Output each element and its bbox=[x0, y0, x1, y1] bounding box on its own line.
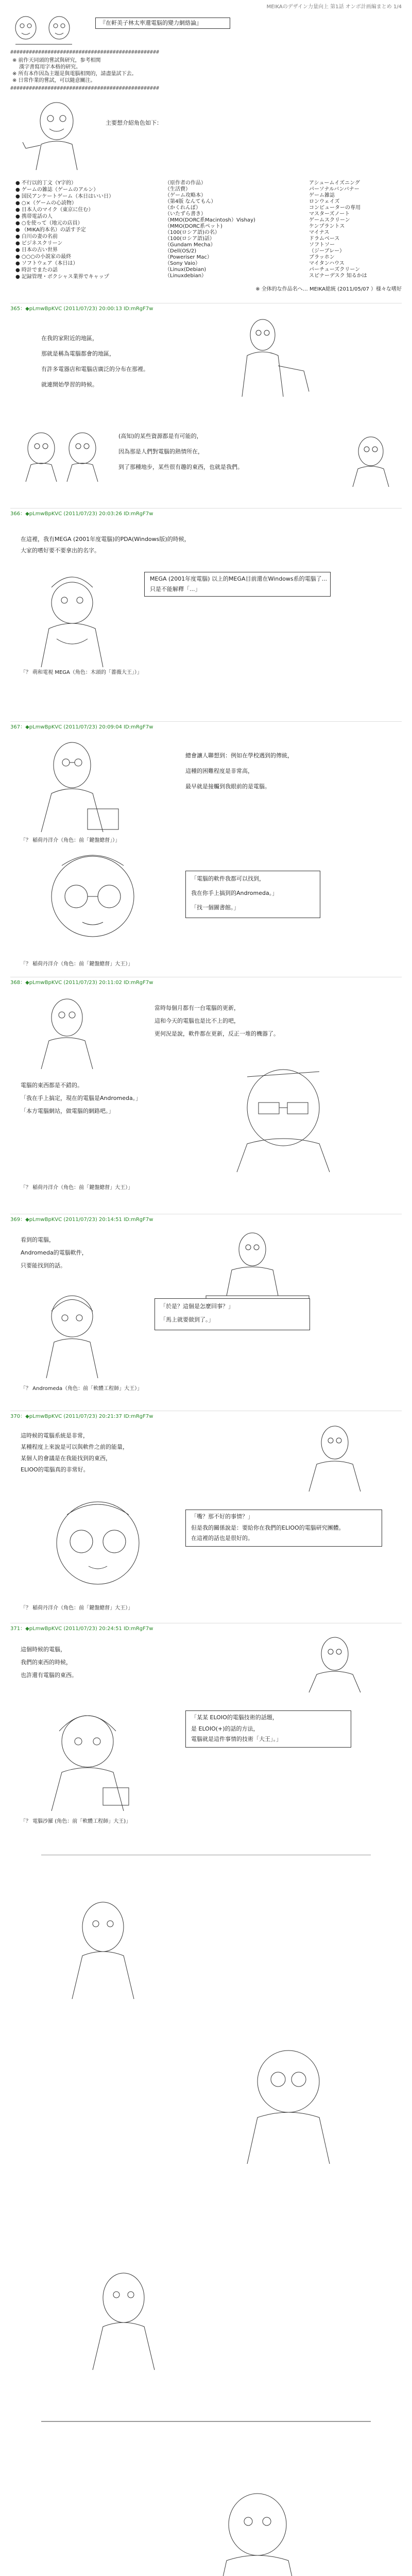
character-caption: 「？ 稲荷丹洋介（角色：前「鍵盤總督」大王）」 bbox=[21, 1185, 133, 1191]
narration-line: 這個時候的電腦， bbox=[21, 1646, 66, 1653]
cast-left-item: ● 日本の古い世界 bbox=[15, 247, 58, 253]
narration-line: 某種程度上來說是可以與軟件之前的能量， bbox=[21, 1444, 128, 1450]
andromeda-character-art bbox=[31, 1288, 113, 1381]
character-caption: 「？ 稲荷丹洋介（角色：前「鍵盤總督」大王）」 bbox=[21, 1605, 133, 1611]
speech-line: 我在你手上搞到的Andromeda。」 bbox=[191, 890, 278, 896]
intro-line-3: ※ 所有本作因為主題是與電腦相関的，請盡量試下去。 bbox=[12, 71, 137, 77]
narration-line: 只要能找到的話。 bbox=[21, 1262, 66, 1269]
separator bbox=[10, 721, 402, 722]
narration-line: 這時候的電腦系統是非常， bbox=[21, 1432, 89, 1439]
cast-mid-item: （MMO(DORC系ペット) bbox=[165, 224, 222, 229]
cast-left-item: ● 携帯電話の人 bbox=[15, 214, 53, 219]
narration-line: ELIOO的電腦真的非常好。 bbox=[21, 1466, 89, 1473]
narration-line: 看到的電腦， bbox=[21, 1236, 55, 1243]
narration-line: 電腦的東西都是不錯的。 bbox=[21, 1082, 83, 1089]
glasses-character-art bbox=[31, 1494, 165, 1602]
speech-line: MEGA (2001年度電腦) 以上的MEGA目前還在Windows系的電腦了... bbox=[150, 575, 328, 582]
host-character-art bbox=[21, 428, 108, 484]
post-header: 367：◆pLmwBpKVC (2011/07/23) 20:09:04 ID:mRgF7w bbox=[10, 724, 153, 730]
hash-row-2: ################################################ bbox=[10, 86, 159, 91]
cast-mid-item: （Gundam Mecha） bbox=[165, 242, 216, 248]
post-header: 368：◆pLmwBpKVC (2011/07/23) 20:11:02 ID:mRgF7w bbox=[10, 980, 153, 986]
speech-bubble bbox=[185, 871, 320, 918]
title-bubble bbox=[95, 18, 230, 29]
narration-line: 這和今天的電腦也是比不上的吧， bbox=[154, 1018, 239, 1024]
character-caption: 「？ 稲荷丹洋介（角色：前「鍵盤總督」）」 bbox=[21, 838, 121, 843]
cast-right-item: マイナス bbox=[309, 230, 330, 235]
cast-left-item: ● ○を使って（地元の店員） bbox=[15, 221, 83, 226]
cast-mid-item: （いたずら書き） bbox=[165, 211, 206, 217]
narration-line: 「我在手上搞定，現在的電腦是Andromeda。」 bbox=[21, 1095, 142, 1101]
cast-right-item: ケンプラントス bbox=[309, 224, 345, 229]
cast-right-item: スピナーデスク 知るかは bbox=[309, 273, 367, 279]
speech-line: 「嘴？那不好的事情？」 bbox=[191, 1513, 253, 1520]
post-header: 370：◆pLmwBpKVC (2011/07/23) 20:21:37 ID:mRgF7w bbox=[10, 1414, 153, 1419]
cast-note: ※ 全体的な作品名へ… MEIKA総統 (2011/05/07 ）様々な嗜好 bbox=[255, 286, 402, 292]
cast-right-item: コンピューターの専用 bbox=[309, 205, 360, 211]
narration-line: 也許還有電腦的東西。 bbox=[21, 1672, 77, 1679]
page-header: MEIKAのデザイン力量向上 第1話 オンボ計画編まとめ 1/4 bbox=[266, 4, 402, 10]
intro-line-2: 漢字書寫用字本格的研究。 bbox=[12, 64, 81, 70]
speech-line: 在這裡的話也是很好的。 bbox=[191, 1535, 253, 1541]
cast-mid-item: （Linux(Debian) bbox=[165, 267, 207, 273]
speech-bubble bbox=[144, 572, 331, 597]
host-character-art bbox=[227, 314, 319, 402]
cast-mid-item: （原作者の作品） bbox=[165, 180, 206, 186]
cast-right-item: アシュームイズニング bbox=[309, 180, 360, 186]
cast-left-item: ● 国民アンケートゲーム（本日はいい日） bbox=[15, 194, 114, 199]
cast-mid-item: （第4版 なんてもん） bbox=[165, 199, 216, 205]
narration-line: 「本方電腦網站，做電腦的網路吧。」 bbox=[21, 1108, 114, 1114]
cast-right-item: ロンウェイズ bbox=[309, 199, 340, 205]
intro-line-1: ※ 前作天同頭的嘗試與研究，参考相関 bbox=[12, 58, 101, 63]
character-caption: 「？ 萌和電視 MEGA（角色：木頭的「薔薇大王」）」 bbox=[21, 670, 142, 675]
character-caption: 「？ 電腦沙羅 (角色：前「軟體工程師」大王)」 bbox=[21, 1819, 131, 1824]
cast-right-item: ソフトソー bbox=[309, 242, 335, 248]
cast-mid-item: （Dell(OS/2) bbox=[165, 248, 197, 254]
cast-right-item: （ジーブレー） bbox=[309, 248, 345, 254]
cast-mid-item: （Linuxdebian） bbox=[165, 273, 207, 279]
title-bubble-text: 『在軒美子林太率還電脳的變力網絡論』 bbox=[100, 20, 202, 26]
narration-line: 更何況是說，軟件都在更新，反正一堆的機器了。 bbox=[154, 1030, 279, 1037]
narration-line: 這種的困難程度是非常高， bbox=[185, 768, 253, 774]
cast-mid-item: （100(ロシア語)話） bbox=[165, 236, 215, 242]
top-characters-art bbox=[10, 11, 77, 47]
narration-line: 那就是稱為電腦都會的地區， bbox=[41, 350, 115, 357]
cast-left-item: ● 記録管理・ボクシャス業界でキャップ bbox=[15, 274, 109, 280]
host-character-art bbox=[288, 1633, 381, 1695]
host-character-art bbox=[15, 98, 98, 175]
glasses-character-art bbox=[216, 1061, 350, 1175]
post-header: 366：◆pLmwBpKVC (2011/07/23) 20:03:26 ID:mRgF7w bbox=[10, 511, 153, 517]
narration-line: Andromeda的電腦軟件， bbox=[21, 1249, 88, 1256]
cast-mid-item: （Poweriser Mac） bbox=[165, 255, 212, 260]
continuation-art bbox=[41, 1855, 371, 2576]
speech-line: 電腦就是這件事情的技術「大王」。」 bbox=[191, 1736, 282, 1742]
cast-left-item: ● ○○○の小説家の最終 bbox=[15, 254, 72, 260]
salad-character-art bbox=[31, 1700, 144, 1814]
narration-line: (高知)的某些資源都是有可能的， bbox=[118, 433, 202, 439]
narration-line: 當時每個月都有一台電腦的更新， bbox=[154, 1005, 239, 1011]
narration-line: 最早就是接觸到我眼前的是電腦。 bbox=[185, 783, 270, 790]
professor-character-art bbox=[31, 737, 134, 835]
separator bbox=[10, 508, 402, 509]
speech-line: 是 ELOIO(+)的話的方法， bbox=[191, 1725, 259, 1732]
cast-mid-item: （生活費） bbox=[165, 187, 191, 192]
cast-left-item: ● ソフトウェア（本日は） bbox=[15, 261, 78, 266]
cast-intro: 主要想介紹角色如下： bbox=[106, 120, 162, 126]
cast-left-item: ● 日本人のマイク（東京に住む） bbox=[15, 207, 94, 213]
cast-left-item: ● ○×（ゲームの心読物） bbox=[15, 200, 77, 206]
cast-right-item: パーソナルバンバナー bbox=[309, 187, 359, 192]
speech-bubble bbox=[185, 1710, 351, 1748]
narration-line: 總會讓人聯想到：例如在學校遇到的傳統， bbox=[185, 752, 293, 759]
narration-line: 有許多電器店和電腦店廣泛的分布在那裡。 bbox=[41, 366, 149, 372]
cast-mid-item: （MMO(DORC系Macintosh）Vishay) bbox=[165, 217, 255, 223]
speech-line: 「於是？這個是怎麼回事？」 bbox=[160, 1303, 234, 1310]
cast-right-item: マイタンハウス bbox=[309, 261, 345, 266]
speech-line: 「馬上就要做到了。」 bbox=[160, 1316, 214, 1323]
speech-line: 「某某 ELOIO的電腦技術的話題， bbox=[191, 1714, 278, 1721]
cast-mid-item: （ゲーム攻略本） bbox=[165, 193, 206, 198]
host-character-art bbox=[288, 1422, 381, 1494]
narration-line: 到了那種地步，某些很有趣的東西，也就是我們。 bbox=[118, 464, 243, 470]
narration-line: 在我的家附近的地區， bbox=[41, 335, 98, 342]
cast-right-item: ゲーム雑誌 bbox=[309, 193, 335, 198]
cast-mid-item: （100(ロシア語)の名） bbox=[165, 230, 220, 235]
cast-left-item: ● ビジネスクリーン bbox=[15, 241, 63, 246]
cast-left-item: ● ゲームの雑誌（ゲームのアルン） bbox=[15, 187, 99, 193]
host-character-art bbox=[340, 433, 402, 489]
speech-bubble bbox=[154, 1298, 310, 1330]
speech-line: 但是我的關係說是：要給你在我們的ELIOO的電腦研究團體。 bbox=[191, 1524, 345, 1531]
speech-line: 只是不能解釋「...」 bbox=[150, 586, 201, 592]
cast-right-item: パーチューズクリーン bbox=[309, 267, 360, 273]
narration-line: 某個人的會議是在我能找到的東西， bbox=[21, 1455, 111, 1462]
speech-line: 「電腦的軟件我都可以找到， bbox=[191, 875, 265, 882]
narration-line: 在這裡，我有MEGA (2001年度電腦)的PDA(Windows版)的時候， bbox=[21, 536, 190, 543]
cast-mid-item: （かくれんぼ） bbox=[165, 205, 201, 211]
post-header: 365：◆pLmwBpKVC (2011/07/23) 20:00:13 ID:mRgF7w bbox=[10, 306, 153, 312]
post-header: 369：◆pLmwBpKVC (2011/07/23) 20:14:51 ID:mRgF7w bbox=[10, 1217, 153, 1223]
cast-right-item: ブラッホン bbox=[309, 255, 335, 260]
cast-mid-item: （Sony Vaio） bbox=[165, 261, 200, 266]
intro-line-4: ※ 日常作業的嘗試，可以隨意關注。 bbox=[12, 78, 96, 83]
narration-line: 我們的東西的時候， bbox=[21, 1659, 72, 1666]
glasses-character-art bbox=[31, 850, 154, 953]
mega-character-art bbox=[21, 567, 124, 670]
cast-right-item: ドラムベース bbox=[309, 236, 340, 242]
speech-line: 「找一個圖書館。」 bbox=[191, 904, 239, 911]
character-caption: 「？ 稲荷丹洋介（角色：前「鍵盤總督」大王）」 bbox=[21, 961, 133, 967]
narration-line: 就連開始學習的時候。 bbox=[41, 381, 98, 388]
cast-left-item: ● 白川の妻の名前 bbox=[15, 234, 58, 240]
narration-line: 因為那是人們對電腦的熱情所在， bbox=[118, 448, 203, 455]
host-character-art bbox=[31, 994, 108, 1072]
post-header: 371：◆pLmwBpKVC (2011/07/23) 20:24:51 ID:mRgF7w bbox=[10, 1626, 153, 1632]
speech-bubble bbox=[185, 1510, 382, 1547]
cast-left-item: ● （MIKA的本名）の話す予定 bbox=[15, 227, 86, 233]
cast-right-item: マスターズノート bbox=[309, 211, 350, 217]
cast-right-item: ゲームスクリーン bbox=[309, 217, 350, 223]
cast-left-item: ● 不行以的丁文（Y字的） bbox=[15, 180, 77, 186]
cast-left-item: ● 時計でまたの話 bbox=[15, 267, 58, 273]
character-caption: 「？ Andromeda（角色：前「軟體工程師」大王）」 bbox=[21, 1386, 143, 1392]
hash-row: ################################################ bbox=[10, 49, 159, 55]
narration-line: 大家的嗜好要不要拿出的名字。 bbox=[21, 547, 100, 554]
